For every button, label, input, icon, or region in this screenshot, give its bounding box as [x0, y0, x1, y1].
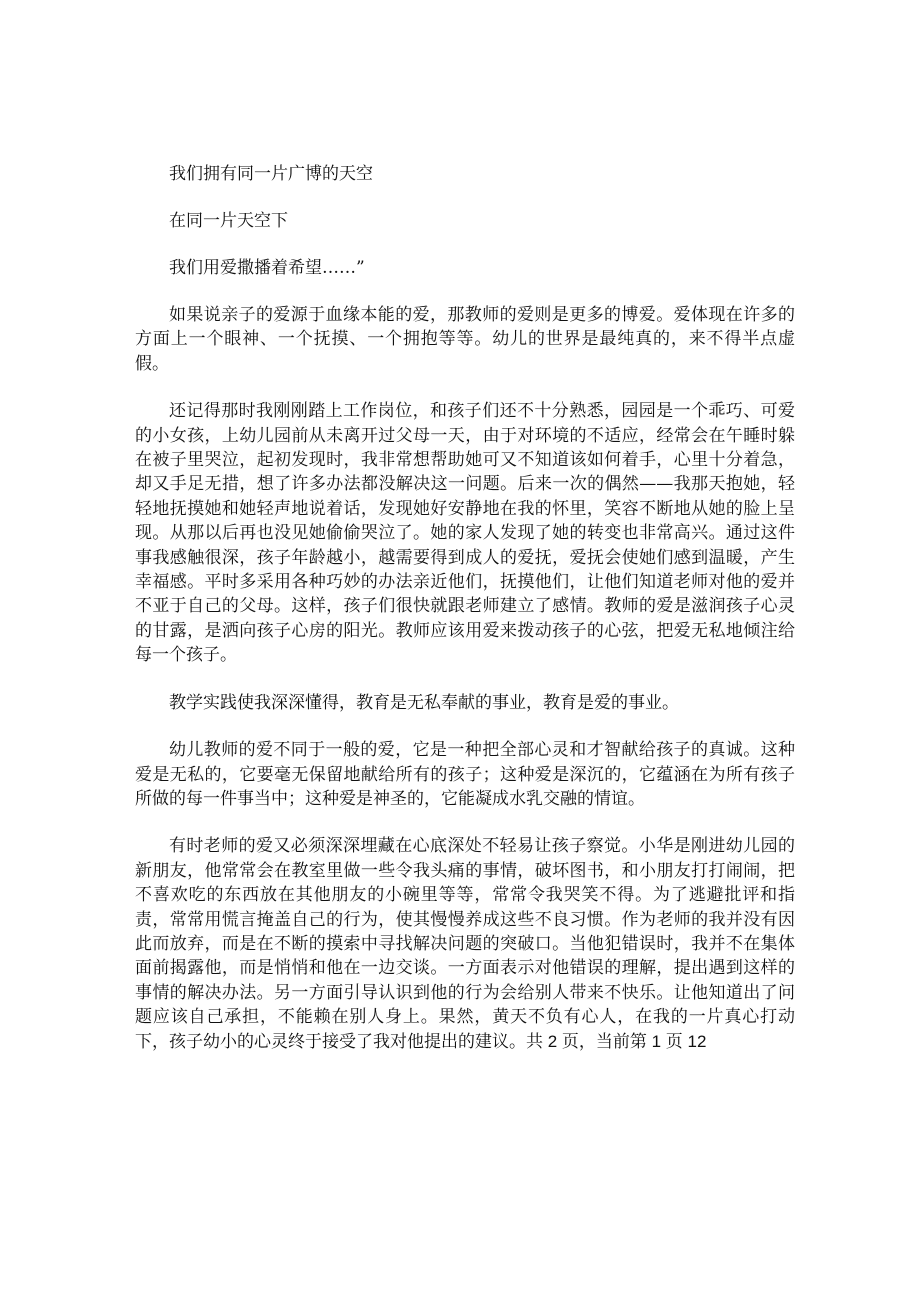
paragraph: 教学实践使我深深懂得，教育是无私奉献的事业，教育是爱的事业。: [169, 692, 679, 713]
poem-line: 我们用爱撒播着希望……”: [169, 258, 365, 278]
paragraph: 还记得那时我刚刚踏上工作岗位，和孩子们还不十分熟悉，园园是一个乖巧、可爱的小女孩，上幼儿园前从未离开过父母一天，由于对环境的不适应，经常会在午睡时躲在被子里哭泣，起初发现时，我非常想帮助她可又不知道该如何着手，心里十分着急，却又手足无措，想了许多办法都没解决这一问题。后来一次的偶然——我那天抱她，轻轻地抚摸她和她轻声地说着话，发现她好安静地在我的怀里，笑容不断地从她的脸上呈现。从那以后再也没见她偷偷哭泣了。她的家人发现了她的转变也非常高兴。通过这件事我感触很深，孩子年龄越小，越需要得到成人的爱抚，爱抚会使她们感到温暖，产生幸福感。平时多采用各种巧妙的办法亲近他们，抚摸他们，让他们知道老师对他的爱并不亚于自己的父母。这样，孩子们很快就跟老师建立了感情。教师的爱是滋润孩子心灵的甘露，是洒向孩子心房的阳光。教师应该用爱来拨动孩子的心弦，把爱无私地倾注给每一个孩子。: [135, 401, 795, 666]
poem-line: 我们拥有同一片广博的天空: [169, 164, 373, 184]
document-body: [135, 162, 795, 1077]
paragraph: 如果说亲子的爱源于血缘本能的爱，那教师的爱则是更多的博爱。爱体现在许多的方面上一个眼神、一个抚摸、一个拥抱等等。幼儿的世界是最纯真的，来不得半点虚假。: [135, 305, 795, 374]
poem-line: 在同一片天空下: [169, 211, 288, 231]
paragraph-text: 有时老师的爱又必须深深埋藏在心底深处不轻易让孩子察觉。小华是刚进幼儿园的新朋友，他常常会在教室里做一些令我头痛的事情，破坏图书，和小朋友打打闹闹，把不喜欢吃的东西放在其他朋友的小碗里等等，常常令我哭笑不得。为了逃避批评和指责，常常用慌言掩盖自己的行为，使其慢慢养成这些不良习惯。作为老师的我并没有因此而放弃，而是在不断的摸索中寻找解决问题的突破口。当他犯错误时，我并不在集体面前揭露他，而是悄悄和他在一边交谈。一方面表示对他错误的理解，提出遇到这样的事情的解决办法。另一方面引导认识到他的行为会给别人带来不快乐。让他知道出了问题应该自己承担，不能赖在别人身上。果然，黄天不负有心人，在我的一片真心打动下，孩子幼小的心灵终于接受了我对他提出的建议。: [135, 836, 795, 1052]
page-indicator: 共 2 页，当前第 1 页 12: [526, 1031, 707, 1051]
paragraph-with-page-indicator: [135, 834, 795, 1054]
paragraph: 幼儿教师的爱不同于一般的爱，它是一种把全部心灵和才智献给孩子的真诚。这种爱是无私的，它要毫无保留地献给所有的孩子；这种爱是深沉的，它蕴涵在为所有孩子所做的每一件事当中；这种爱是神圣的，它能凝成水乳交融的情谊。: [135, 740, 795, 809]
